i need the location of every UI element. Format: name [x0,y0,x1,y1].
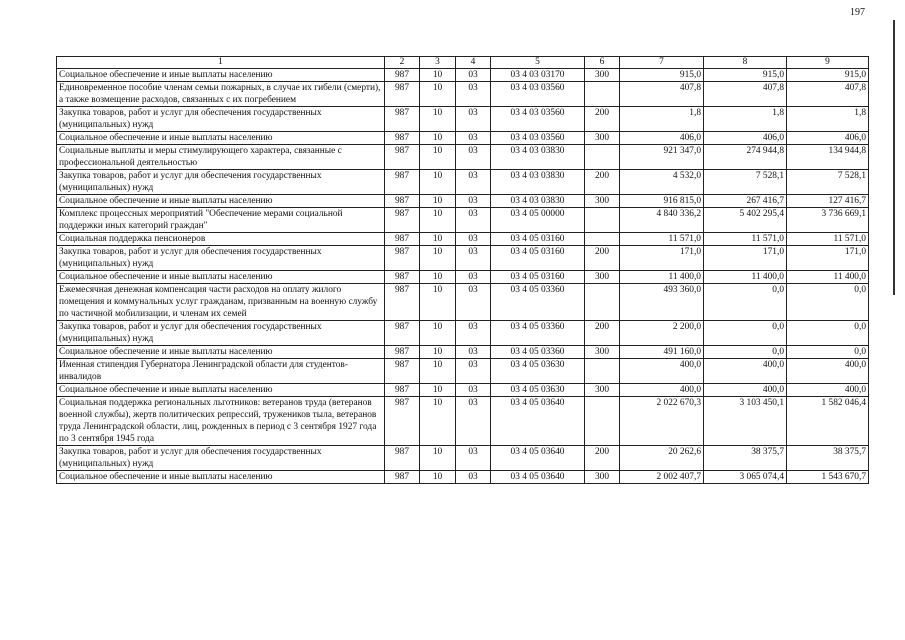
row-name-cell: Социальное обеспечение и иные выплаты населению [57,69,385,82]
amount-col9-cell: 0,0 [787,346,869,359]
expense-type-cell: 200 [585,446,620,471]
amount-col9-cell: 127 416,7 [787,195,869,208]
table-row [57,471,869,484]
section-code-cell: 10 [420,359,456,384]
amount-col8-cell: 0,0 [704,321,787,346]
amount-col7-cell: 916 815,0 [620,195,704,208]
row-name-cell: Социальное обеспечение и иные выплаты населению [57,132,385,145]
section-code-cell: 10 [420,208,456,233]
ministry-code-cell: 987 [385,446,420,471]
row-name-cell: Социальное обеспечение и иные выплаты населению [57,195,385,208]
subsection-code-cell: 03 [456,471,491,484]
ministry-code-cell: 987 [385,384,420,397]
expense-type-cell [585,233,620,246]
row-name-cell: Закупка товаров, работ и услуг для обеспечения государственных (муниципальных) нужд [57,107,385,132]
expense-type-cell [585,397,620,446]
ministry-code-cell: 987 [385,284,420,321]
table-row [57,69,869,82]
amount-col9-cell: 11 571,0 [787,233,869,246]
ministry-code-cell: 987 [385,69,420,82]
amount-col8-cell: 915,0 [704,69,787,82]
amount-col9-cell: 915,0 [787,69,869,82]
page-number: 197 [850,7,865,18]
amount-col8-cell: 3 065 074,4 [704,471,787,484]
ministry-code-cell: 987 [385,132,420,145]
target-article-cell: 03 4 05 03630 [491,359,585,384]
subsection-code-cell: 03 [456,69,491,82]
amount-col9-cell: 38 375,7 [787,446,869,471]
amount-col9-cell: 3 736 669,1 [787,208,869,233]
amount-col7-cell: 491 160,0 [620,346,704,359]
subsection-code-cell: 03 [456,359,491,384]
table-row [57,321,869,346]
amount-col7-cell: 915,0 [620,69,704,82]
ministry-code-cell: 987 [385,82,420,107]
target-article-cell: 03 4 03 03830 [491,170,585,195]
row-name-cell: Именная стипендия Губернатора Ленинградской области для студентов-инвалидов [57,359,385,384]
section-code-cell: 10 [420,284,456,321]
amount-col7-cell: 20 262,6 [620,446,704,471]
amount-col9-cell: 0,0 [787,321,869,346]
target-article-cell: 03 4 05 03360 [491,321,585,346]
amount-col8-cell: 0,0 [704,284,787,321]
ministry-code-cell: 987 [385,359,420,384]
target-article-cell: 03 4 05 03640 [491,471,585,484]
subsection-code-cell: 03 [456,132,491,145]
expense-type-cell [585,145,620,170]
amount-col7-cell: 493 360,0 [620,284,704,321]
table-row [57,384,869,397]
section-code-cell: 10 [420,145,456,170]
section-code-cell: 10 [420,446,456,471]
expense-type-cell: 300 [585,346,620,359]
amount-col9-cell: 406,0 [787,132,869,145]
ministry-code-cell: 987 [385,246,420,271]
ministry-code-cell: 987 [385,145,420,170]
target-article-cell: 03 4 05 03360 [491,284,585,321]
subsection-code-cell: 03 [456,446,491,471]
expense-type-cell: 300 [585,384,620,397]
amount-col7-cell: 11 400,0 [620,271,704,284]
amount-col7-cell: 407,8 [620,82,704,107]
amount-col7-cell: 11 571,0 [620,233,704,246]
amount-col7-cell: 400,0 [620,359,704,384]
subsection-code-cell: 03 [456,195,491,208]
ministry-code-cell: 987 [385,107,420,132]
ministry-code-cell: 987 [385,271,420,284]
column-header: 1 [57,57,385,69]
target-article-cell: 03 4 05 03160 [491,271,585,284]
column-header: 8 [704,57,787,69]
row-name-cell: Закупка товаров, работ и услуг для обеспечения государственных (муниципальных) нужд [57,170,385,195]
amount-col7-cell: 4 532,0 [620,170,704,195]
row-name-cell: Социальная поддержка региональных льготников: ветеранов труда (ветеранов военной службы), жертв политических репрессий, тружеников тыла, ветеранов труда Ленинградской области, лиц, рожденных в период с 3 сентября 1927 года по 3 сентября 1945 года [57,397,385,446]
expense-type-cell: 300 [585,132,620,145]
amount-col7-cell: 4 840 336,2 [620,208,704,233]
amount-col8-cell: 5 402 295,4 [704,208,787,233]
amount-col8-cell: 406,0 [704,132,787,145]
column-header: 3 [420,57,456,69]
subsection-code-cell: 03 [456,346,491,359]
amount-col9-cell: 134 944,8 [787,145,869,170]
subsection-code-cell: 03 [456,321,491,346]
row-name-cell: Комплекс процессных мероприятий "Обеспечение мерами социальной поддержки иных категорий граждан" [57,208,385,233]
table-header-row [57,57,869,69]
expense-type-cell [585,208,620,233]
amount-col8-cell: 171,0 [704,246,787,271]
amount-col9-cell: 1 543 670,7 [787,471,869,484]
section-code-cell: 10 [420,471,456,484]
target-article-cell: 03 4 03 03830 [491,145,585,170]
subsection-code-cell: 03 [456,384,491,397]
subsection-code-cell: 03 [456,107,491,132]
amount-col9-cell: 1 582 046,4 [787,397,869,446]
section-code-cell: 10 [420,170,456,195]
amount-col9-cell: 400,0 [787,384,869,397]
margin-bar [893,20,895,295]
amount-col8-cell: 274 944,8 [704,145,787,170]
amount-col8-cell: 267 416,7 [704,195,787,208]
ministry-code-cell: 987 [385,170,420,195]
target-article-cell: 03 4 05 00000 [491,208,585,233]
section-code-cell: 10 [420,132,456,145]
subsection-code-cell: 03 [456,246,491,271]
amount-col9-cell: 407,8 [787,82,869,107]
ministry-code-cell: 987 [385,346,420,359]
amount-col9-cell: 11 400,0 [787,271,869,284]
subsection-code-cell: 03 [456,284,491,321]
section-code-cell: 10 [420,271,456,284]
amount-col8-cell: 400,0 [704,359,787,384]
row-name-cell: Социальные выплаты и меры стимулирующего характера, связанные с профессиональной деятельностью [57,145,385,170]
target-article-cell: 03 4 03 03170 [491,69,585,82]
table-body [57,69,869,484]
table-row [57,233,869,246]
expense-type-cell: 200 [585,246,620,271]
table-row [57,107,869,132]
expense-type-cell: 200 [585,321,620,346]
amount-col9-cell: 171,0 [787,246,869,271]
row-name-cell: Ежемесячная денежная компенсация части расходов на оплату жилого помещения и коммунальных услуг гражданам, призванным на военную службу по частичной мобилизации, и членам их семей [57,284,385,321]
table-row [57,271,869,284]
amount-col8-cell: 0,0 [704,346,787,359]
column-header: 6 [585,57,620,69]
target-article-cell: 03 4 05 03160 [491,246,585,271]
table-row [57,208,869,233]
subsection-code-cell: 03 [456,145,491,170]
target-article-cell: 03 4 05 03160 [491,233,585,246]
ministry-code-cell: 987 [385,471,420,484]
ministry-code-cell: 987 [385,195,420,208]
row-name-cell: Социальная поддержка пенсионеров [57,233,385,246]
amount-col9-cell: 0,0 [787,284,869,321]
amount-col7-cell: 171,0 [620,246,704,271]
section-code-cell: 10 [420,69,456,82]
subsection-code-cell: 03 [456,170,491,195]
subsection-code-cell: 03 [456,208,491,233]
row-name-cell: Социальное обеспечение и иные выплаты населению [57,346,385,359]
row-name-cell: Единовременное пособие членам семьи пожарных, в случае их гибели (смерти), а также возмещение расходов, связанных с их погребением [57,82,385,107]
expense-type-cell: 200 [585,107,620,132]
target-article-cell: 03 4 03 03560 [491,107,585,132]
subsection-code-cell: 03 [456,233,491,246]
amount-col8-cell: 400,0 [704,384,787,397]
expense-type-cell: 300 [585,471,620,484]
expense-type-cell [585,82,620,107]
target-article-cell: 03 4 05 03640 [491,446,585,471]
amount-col8-cell: 3 103 450,1 [704,397,787,446]
expense-type-cell: 300 [585,69,620,82]
section-code-cell: 10 [420,321,456,346]
column-header: 5 [491,57,585,69]
table-row [57,170,869,195]
amount-col7-cell: 400,0 [620,384,704,397]
ministry-code-cell: 987 [385,397,420,446]
budget-table [56,56,869,484]
target-article-cell: 03 4 05 03360 [491,346,585,359]
section-code-cell: 10 [420,346,456,359]
expense-type-cell: 300 [585,195,620,208]
column-header: 9 [787,57,869,69]
row-name-cell: Социальное обеспечение и иные выплаты населению [57,471,385,484]
row-name-cell: Социальное обеспечение и иные выплаты населению [57,271,385,284]
row-name-cell: Закупка товаров, работ и услуг для обеспечения государственных (муниципальных) нужд [57,321,385,346]
section-code-cell: 10 [420,107,456,132]
amount-col8-cell: 407,8 [704,82,787,107]
row-name-cell: Закупка товаров, работ и услуг для обеспечения государственных (муниципальных) нужд [57,246,385,271]
column-header: 2 [385,57,420,69]
amount-col8-cell: 38 375,7 [704,446,787,471]
table-row [57,346,869,359]
ministry-code-cell: 987 [385,233,420,246]
section-code-cell: 10 [420,397,456,446]
table-row [57,284,869,321]
expense-type-cell [585,284,620,321]
column-header: 7 [620,57,704,69]
amount-col8-cell: 1,8 [704,107,787,132]
ministry-code-cell: 987 [385,321,420,346]
expense-type-cell [585,359,620,384]
target-article-cell: 03 4 03 03560 [491,132,585,145]
table-row [57,195,869,208]
section-code-cell: 10 [420,233,456,246]
expense-type-cell: 300 [585,271,620,284]
amount-col8-cell: 7 528,1 [704,170,787,195]
target-article-cell: 03 4 03 03830 [491,195,585,208]
target-article-cell: 03 4 05 03640 [491,397,585,446]
target-article-cell: 03 4 03 03560 [491,82,585,107]
ministry-code-cell: 987 [385,208,420,233]
amount-col7-cell: 1,8 [620,107,704,132]
table-row [57,145,869,170]
subsection-code-cell: 03 [456,82,491,107]
table-row [57,246,869,271]
table-row [57,82,869,107]
amount-col9-cell: 7 528,1 [787,170,869,195]
table-row [57,397,869,446]
row-name-cell: Закупка товаров, работ и услуг для обеспечения государственных (муниципальных) нужд [57,446,385,471]
table-row [57,132,869,145]
expense-type-cell: 200 [585,170,620,195]
section-code-cell: 10 [420,246,456,271]
section-code-cell: 10 [420,82,456,107]
column-header: 4 [456,57,491,69]
amount-col7-cell: 2 200,0 [620,321,704,346]
section-code-cell: 10 [420,384,456,397]
table-row [57,359,869,384]
amount-col7-cell: 406,0 [620,132,704,145]
amount-col9-cell: 400,0 [787,359,869,384]
amount-col7-cell: 2 002 407,7 [620,471,704,484]
amount-col9-cell: 1,8 [787,107,869,132]
amount-col8-cell: 11 571,0 [704,233,787,246]
amount-col7-cell: 921 347,0 [620,145,704,170]
row-name-cell: Социальное обеспечение и иные выплаты населению [57,384,385,397]
subsection-code-cell: 03 [456,271,491,284]
target-article-cell: 03 4 05 03630 [491,384,585,397]
amount-col8-cell: 11 400,0 [704,271,787,284]
section-code-cell: 10 [420,195,456,208]
amount-col7-cell: 2 022 670,3 [620,397,704,446]
table-row [57,446,869,471]
subsection-code-cell: 03 [456,397,491,446]
